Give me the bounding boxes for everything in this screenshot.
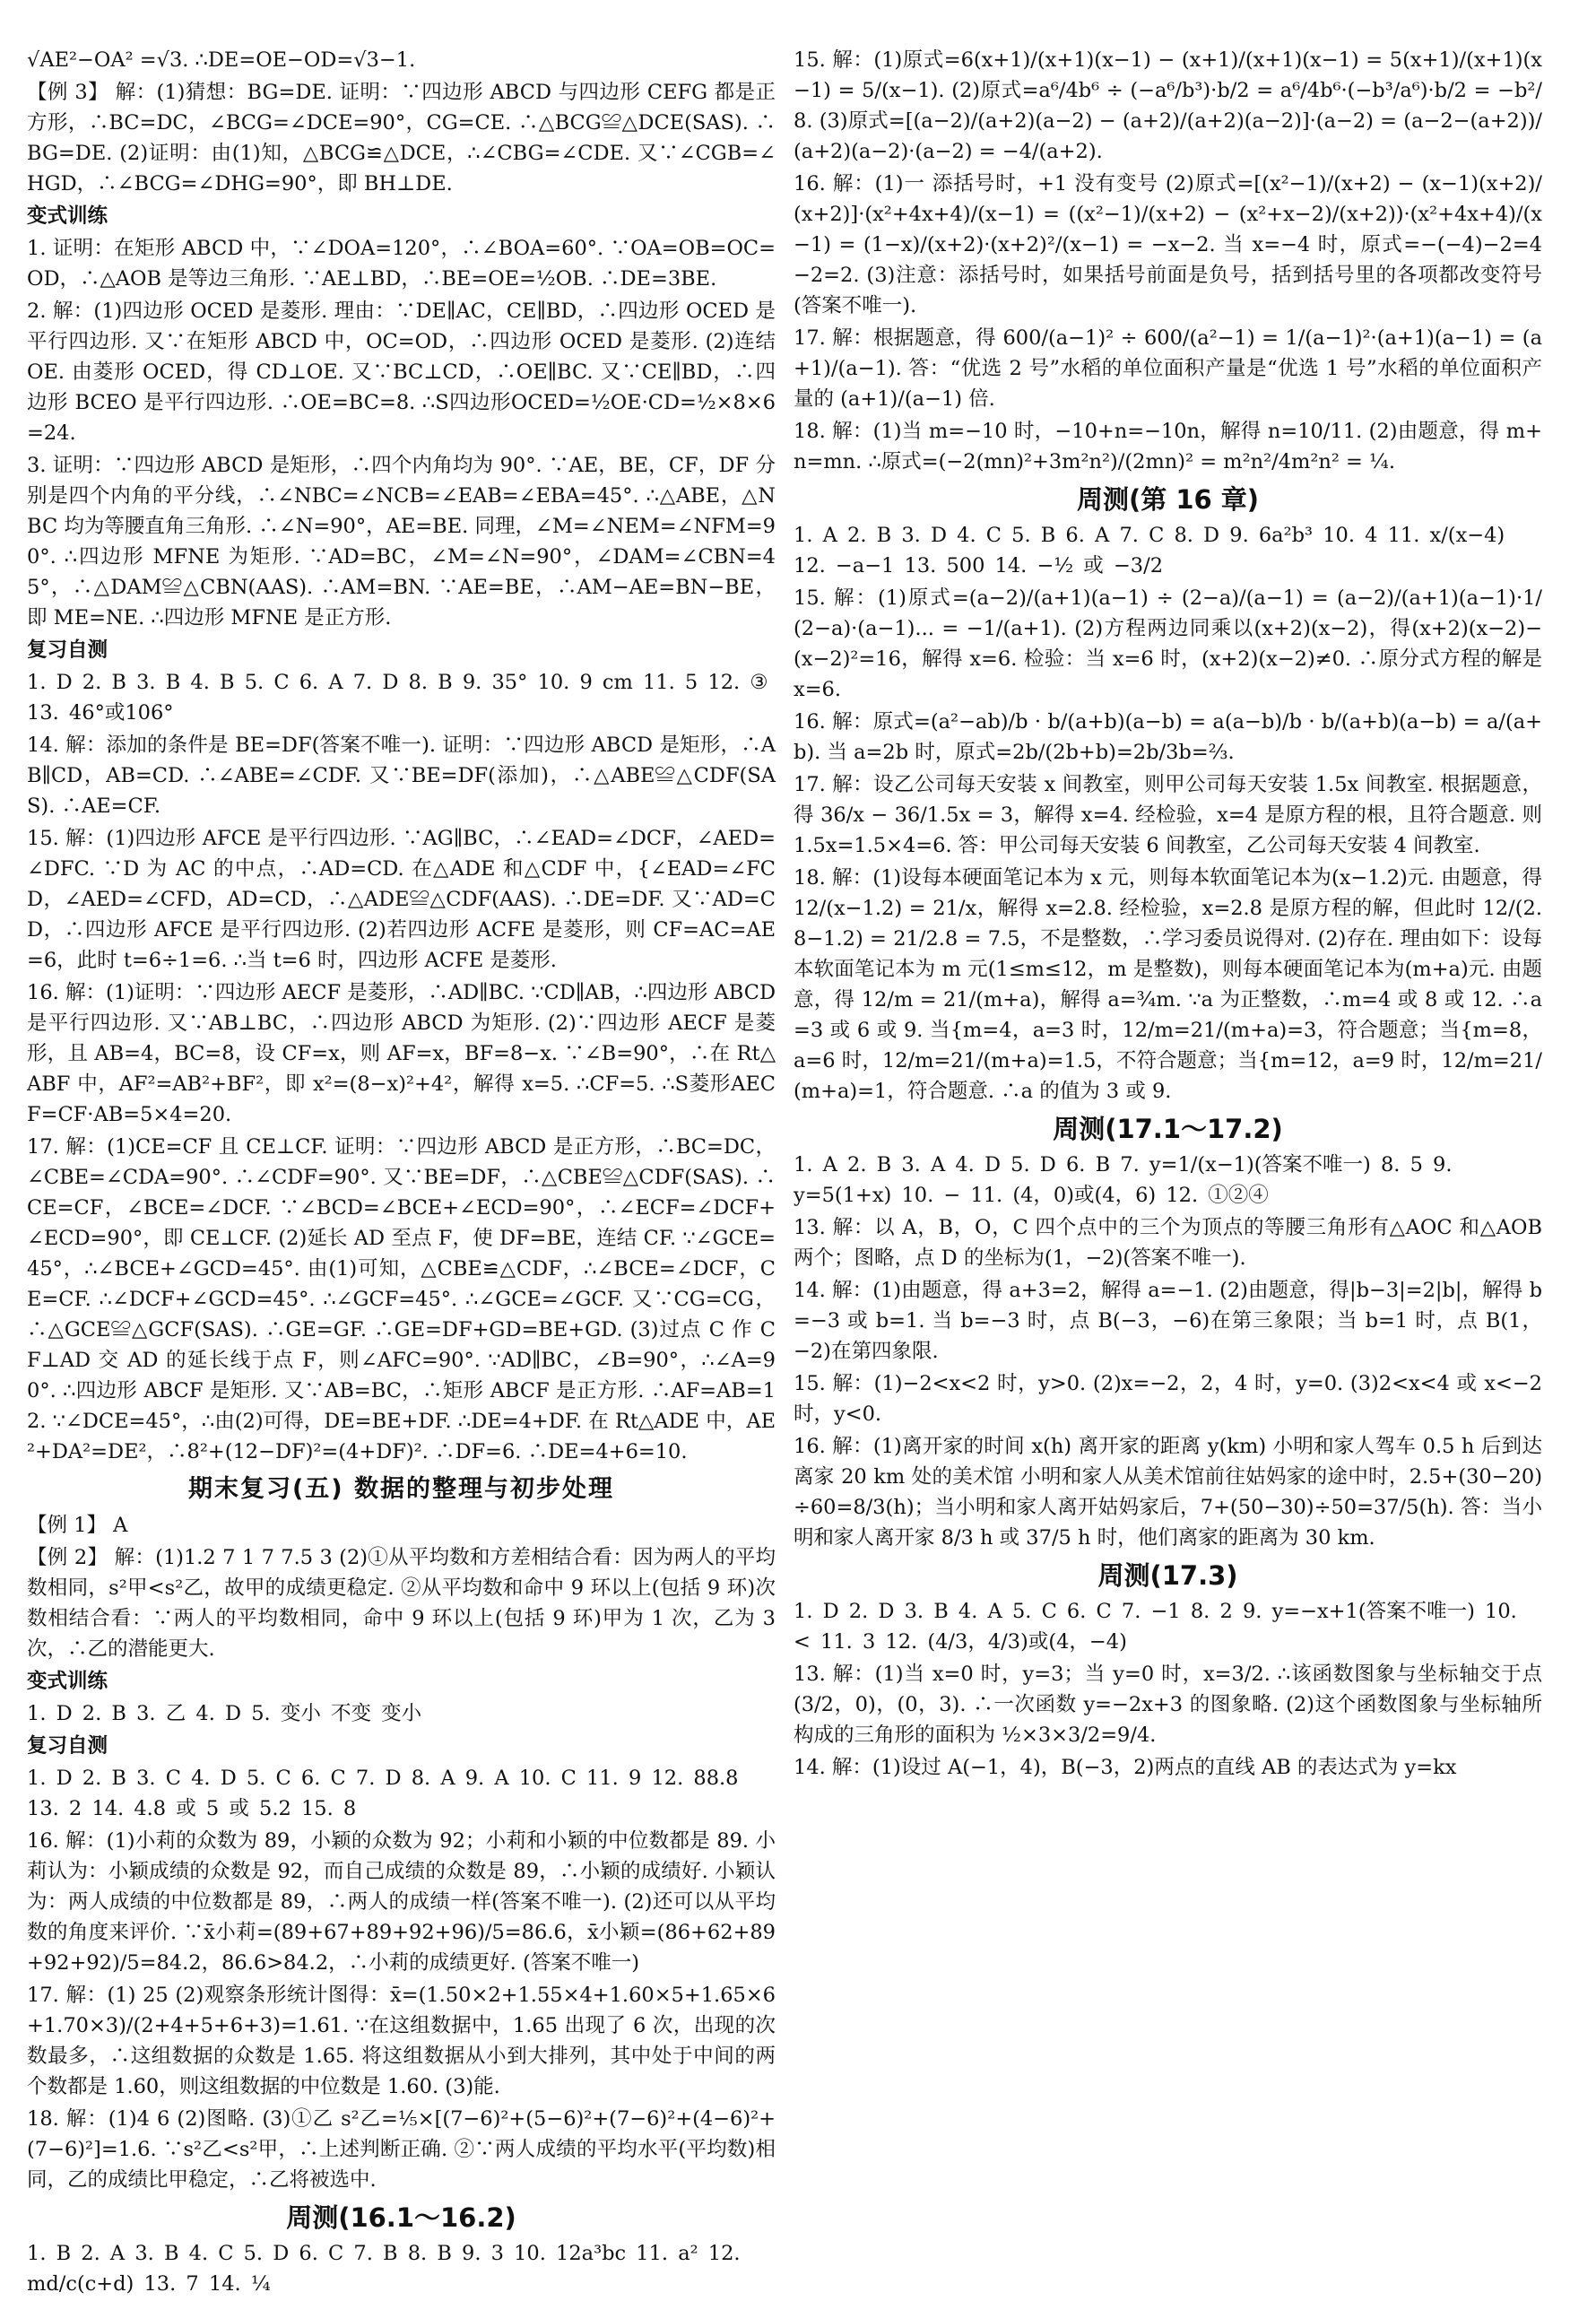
answer-list: 1. B 2. A 3. B 4. C 5. D 6. C 7. B 8. B 9. 3 10. 12a³bc 11. a² 12. md/c(c+d) 13. 7 14. ¼ xyxy=(27,2242,741,2296)
answer-paragraph: 17. 解：根据题意，得 600/(a−1)² ÷ 600/(a²−1) = 1/(a−1)²·(a+1)(a−1) = (a+1)/(a−1). 答：“优选 2 号”水稻的单位面积产量是“优选 1 号”水稻的单位面积产量的 (a+1)/(a−1) 倍. xyxy=(794,326,1542,411)
answer-paragraph: 18. 解：(1)设每本硬面笔记本为 x 元，则每本软面笔记本为(x−1.2)元. 由题意，得 12/(x−1.2) = 21/x，解得 x=2.8. 经检验，x=2.8 是原方程的解，但此时 12/(2.8−1.2) = 21/2.8 = 7.5，不是整数，∴学习委员说得对. (2)存在. 理由如下：设每本软面笔记本为 m 元(1≤m≤12，m 是整数)，则每本硬面笔记本为(m+a)元. 由题意，得 12/m = 21/(m+a)，解得 a=¾m. ∵a 为正整数，∴m=4 或 8 或 12. ∴a=3 或 6 或 9. 当{m=4，a=3 时，12/m=21/(m+a)=3，符合题意；当{m=8，a=6 时，12/m=21/(m+a)=1.5，不符合题意；当{m=12，a=9 时，12/m=21/(m+a)=1，符合题意. ∴a 的值为 3 或 9. xyxy=(794,866,1542,1103)
answer-paragraph: 16. 解：(1)离开家的时间 x(h) 离开家的距离 y(km) 小明和家人驾车 0.5 h 后到达离家 20 km 处的美术馆 小明和家人从美术馆前往姑妈家的途中时，2.5+(30−20)÷60=8/3(h)；当小明和家人离开姑妈家后，7+(50−30)÷50=37/5(h). 答：当小明和家人离开家 8/3 h 或 37/5 h 时，他们离家的距离为 30 km. xyxy=(794,1435,1542,1550)
answer-paragraph: 3. 证明：∵四边形 ABCD 是矩形，∴四个内角均为 90°. ∵AE，BE，CF，DF 分别是四个内角的平分线，∴∠NBC=∠NCB=∠EAB=∠EBA=45°. ∴△ABE，△NBC 均为等腰直角三角形. ∴∠N=90°，AE=BE. 同理，∠M=∠NEM=∠NFM=90°. ∴四边形 MFNE 为矩形. ∵AD=BC，∠M=∠N=90°，∠DAM=∠CBN=45°，∴△DAM≌△CBN(AAS). ∴AM=BN. ∵AE=BE，∴AM−AE=BN−BE，即 ME=NE. ∴四边形 MFNE 是正方形. xyxy=(27,454,776,630)
answer-list: 1. A 2. B 3. A 4. D 5. D 6. B 7. y=1/(x−1)(答案不唯一) 8. 5 9. y=5(1+x) 10. − 11. (4，0)或(4，6) 12. ①②④ xyxy=(794,1153,1453,1207)
answer-paragraph: 【例 2】 解：(1)1.2 7 1 7 7.5 3 (2)①从平均数和方差相结合看：因为两人的平均数相同，s²甲<s²乙，故甲的成绩更稳定. ②从平均数和命中 9 环以上(包括 9 环)次数相结合看：∵两人的平均数相同，命中 9 环以上(包括 9 环)甲为 1 次，乙为 3 次，∴乙的潜能更大. xyxy=(27,1546,776,1661)
answer-list: 1. D 2. D 3. B 4. A 5. C 6. C 7. −1 8. 2 9. y=−x+1(答案不唯一) 10. < 11. 3 12. (4/3，4/3)或(4，−4) xyxy=(794,1600,1517,1654)
answer-paragraph: 【例 1】 A xyxy=(27,1514,128,1537)
answer-paragraph: 16. 解：原式=(a²−ab)/b · b/(a+b)(a−b) = a(a−b)/b · b/(a+b)(a−b) = a/(a+b). 当 a=2b 时，原式=2b/(2b+b)=2b/3b=⅔. xyxy=(794,710,1542,764)
answer-paragraph: 16. 解：(1)小莉的众数为 89，小颖的众数为 92；小莉和小颖的中位数都是 89. 小莉认为：小颖成绩的众数是 92，而自己成绩的众数是 89，∴小颖的成绩好. 小颖认为：两人成绩的中位数都是 89，∴两人的成绩一样(答案不唯一). (2)还可以从平均数的角度来评价. ∵x̄小莉=(89+67+89+92+96)/5=86.6，x̄小颖=(86+62+89+92+92)/5=84.2，86.6>84.2，∴小莉的成绩更好. (答案不唯一) xyxy=(27,1829,776,1975)
answer-paragraph: √AE²−OA² =√3. ∴DE=OE−OD=√3−1. xyxy=(27,48,416,72)
answer-list: 1. D 2. B 3. B 4. B 5. C 6. A 7. D 8. B 9. 35° 10. 9 cm 11. 5 12. ③ 13. 46°或106° xyxy=(27,671,768,725)
answer-list: 1. D 2. B 3. 乙 4. D 5. 变小 不变 变小 xyxy=(27,1702,422,1725)
answer-paragraph: 15. 解：(1)−2<x<2 时，y>0. (2)x=−2，2，4 时，y=0. (3)2<x<4 或 x<−2 时，y<0. xyxy=(794,1372,1542,1426)
section-heading: 变式训练 xyxy=(27,204,108,228)
answer-paragraph: 17. 解：设乙公司每天安装 x 间教室，则甲公司每天安装 1.5x 间教室. 根据题意，得 36/x − 36/1.5x = 3，解得 x=4. 经检验，x=4 是原方程的根，且符合题意. 则 1.5x=1.5×4=6. 答：甲公司每天安装 6 间教室，乙公司每天安装 4 间教室. xyxy=(794,773,1542,857)
quiz-heading: 周测(17.3) xyxy=(1097,1560,1238,1591)
answer-paragraph: 15. 解：(1)原式=6(x+1)/(x+1)(x−1) − (x+1)/(x+1)(x−1) = 5(x+1)/(x+1)(x−1) = 5/(x−1). (2)原式=a⁶/4b⁶ ÷ (−a⁶/b³)·b/2 = a⁶/4b⁶·(−b³/a⁶)·b/2 = −b²/8. (3)原式=[(a−2)/(a+2)(a−2) − (a+2)/(a+2)(a−2)]·(a−2) = (a−2−(a+2))/(a+2)(a−2)·(a−2) = −4/(a+2). xyxy=(794,48,1542,163)
quiz-heading: 周测(第 16 章) xyxy=(1076,484,1260,515)
section-heading: 复习自测 xyxy=(27,1734,108,1758)
answer-paragraph: 17. 解：(1) 25 (2)观察条形统计图得：x̄=(1.50×2+1.55×4+1.60×5+1.65×6+1.70×3)/(2+4+5+6+3)=1.61. ∵在这组数据中，1.65 出现了 6 次，出现的次数最多，∴这组数据的众数是 1.65. 将这组数据从小到大排列，其中处于中间的两个数都是 1.60，则这组数据的中位数是 1.60. (3)能. xyxy=(27,1984,776,2098)
answer-paragraph: 14. 解：(1)由题意，得 a+3=2，解得 a=−1. (2)由题意，得|b−3|=2|b|，解得 b=−3 或 b=1. 当 b=−3 时，点 B(−3，−6)在第三象限；当 b=1 时，点 B(1，−2)在第四象限. xyxy=(794,1279,1542,1363)
chapter-heading: 期末复习(五) 数据的整理与初步处理 xyxy=(187,1475,615,1503)
answer-paragraph: 14. 解：添加的条件是 BE=DF(答案不唯一). 证明：∵四边形 ABCD 是矩形，∴AB∥CD，AB=CD. ∴∠ABE=∠CDF. 又∵BE=DF(添加)，∴△ABE≌△CDF(SAS). ∴AE=CF. xyxy=(27,734,776,818)
quiz-heading: 周测(16.1～16.2) xyxy=(286,2202,516,2233)
answer-paragraph: 2. 解：(1)四边形 OCED 是菱形. 理由：∵DE∥AC，CE∥BD，∴四边形 OCED 是平行四边形. 又∵在矩形 ABCD 中，OC=OD，∴四边形 OCED 是菱形. (2)连结 OE. 由菱形 OCED，得 CD⊥OE. 又∵BC⊥CD，∴OE∥BC. 又∵CE∥BD，∴四边形 BCEO 是平行四边形. ∴OE=BC=8. ∴S四边形OCED=½OE·CD=½×8×6=24. xyxy=(27,300,776,445)
left-column xyxy=(27,45,776,2301)
section-heading: 复习自测 xyxy=(27,638,108,662)
answer-paragraph: 14. 解：(1)设过 A(−1，4)，B(−3，2)两点的直线 AB 的表达式为 y=kx xyxy=(794,1756,1457,1779)
section-heading: 变式训练 xyxy=(27,1670,108,1693)
answer-paragraph: 15. 解：(1)原式=(a−2)/(a+1)(a−1) ÷ (2−a)/(a−1) = (a−2)/(a+1)(a−1)·1/(2−a)·(a−1)... = −1/(a+1). (2)方程两边同乘以(x+2)(x−2)，得(x+2)(x−2)−(x−2)²=16，解得 x=6. 检验：当 x=6 时，(x+2)(x−2)≠0. ∴原分式方程的解是 x=6. xyxy=(794,586,1542,701)
answer-list: 1. A 2. B 3. D 4. C 5. B 6. A 7. C 8. D 9. 6a²b³ 10. 4 11. x/(x−4) 12. −a−1 13. 500 14. −½ 或 −3/2 xyxy=(794,524,1505,577)
answer-paragraph: 【例 3】 解：(1)猜想：BG=DE. 证明：∵四边形 ABCD 与四边形 CEFG 都是正方形，∴BC=DC，∠BCG=∠DCE=90°，CG=CE. ∴△BCG≌△DCE(SAS). ∴BG=DE. (2)证明：由(1)知，△BCG≌△DCE，∴∠CBG=∠CDE. 又∵∠CGB=∠HGD，∴∠BCG=∠DHG=90°，即 BH⊥DE. xyxy=(27,81,776,195)
quiz-heading: 周测(17.1～17.2) xyxy=(1053,1114,1283,1144)
answer-paragraph: 13. 解：以 A，B，O，C 四个点中的三个为顶点的等腰三角形有△AOC 和△AOB 两个；图略，点 D 的坐标为(1，−2)(答案不唯一). xyxy=(794,1216,1542,1270)
answer-paragraph: 16. 解：(1)证明：∵四边形 AECF 是菱形，∴AD∥BC. ∵CD∥AB，∴四边形 ABCD 是平行四边形. 又∵AB⊥BC，∴四边形 ABCD 为矩形. (2)∵四边形 AECF 是菱形，且 AB=4，BC=8，设 CF=x，则 AF=x，BF=8−x. ∵∠B=90°，∴在 Rt△ABF 中，AF²=AB²+BF²，即 x²=(8−x)²+4²，解得 x=5. ∴CF=5. ∴S菱形AECF=CF·AB=5×4=20. xyxy=(27,981,776,1126)
answer-paragraph: 16. 解：(1)一 添括号时，+1 没有变号 (2)原式=[(x²−1)/(x+2) − (x−1)(x+2)/(x+2)]·(x²+4x+4)/(x−1) = ((x²−1)/(x+2) − (x²+x−2)/(x+2))·(x²+4x+4)/(x−1) = (1−x)/(x+2)·(x+2)²/(x−1) = −x−2. 当 x=−4 时，原式=−(−4)−2=4−2=2. (3)注意：添括号时，如果括号前面是负号，括到括号里的各项都改变符号(答案不唯一). xyxy=(794,172,1542,317)
answer-paragraph: 13. 解：(1)当 x=0 时，y=3；当 y=0 时，x=3/2. ∴该函数图象与坐标轴交于点(3/2，0)，(0，3). ∴一次函数 y=−2x+3 的图象略. (2)这个函数图象与坐标轴所构成的三角形的面积为 ½×3×3/2=9/4. xyxy=(794,1663,1542,1747)
answer-paragraph: 18. 解：(1)4 6 (2)图略. (3)①乙 s²乙=⅕×[(7−6)²+(5−6)²+(7−6)²+(4−6)²+(7−6)²]=1.6. ∵s²乙<s²甲，∴上述判断正确. ②∵两人成绩的平均水平(平均数)相同，乙的成绩比甲稳定，∴乙将被选中. xyxy=(27,2107,776,2192)
answer-paragraph: 15. 解：(1)四边形 AFCE 是平行四边形. ∵AG∥BC，∴∠EAD=∠DCF，∠AED=∠DFC. ∵D 为 AC 的中点，∴AD=CD. 在△ADE 和△CDF 中，{∠EAD=∠FCD，∠AED=∠CFD，AD=CD，∴△ADE≌△CDF(AAS). ∴DE=DF. 又∵AD=CD，∴四边形 AFCE 是平行四边形. (2)若四边形 ACFE 是菱形，则 CF=AC=AE=6，此时 t=6÷1=6. ∴当 t=6 时，四边形 ACFE 是菱形. xyxy=(27,827,776,972)
answer-list: 1. D 2. B 3. C 4. D 5. C 6. C 7. D 8. A 9. A 10. C 11. 9 12. 88.8 13. 2 14. 4.8 或 5 或 5.2 15. 8 xyxy=(27,1767,739,1820)
answer-paragraph: 17. 解：(1)CE=CF 且 CE⊥CF. 证明：∵四边形 ABCD 是正方形，∴BC=DC，∠CBE=∠CDA=90°. ∴∠CDF=90°. 又∵BE=DF，∴△CBE≌△CDF(SAS). ∴CE=CF，∠BCE=∠DCF. ∵∠BCD=∠BCE+∠ECD=90°，∴∠ECF=∠DCF+∠ECD=90°，即 CE⊥CF. (2)延长 AD 至点 F，使 DF=BE，连结 CF. ∵∠GCE=45°，∴∠BCE+∠GCD=45°. 由(1)可知，△CBE≌△CDF，∴∠BCE=∠DCF，CE=CF. ∴∠DCF+∠GCD=45°. ∴∠GCF=45°. ∴∠GCE=∠GCF. 又∵CG=CG，∴△GCE≌△GCF(SAS). ∴GE=GF. ∴GE=DF+GD=BE+GD. (3)过点 C 作 CF⊥AD 交 AD 的延长线于点 F，则∠AFC=90°. ∵AD∥BC，∠B=90°，∴∠A=90°. ∴四边形 ABCF 是矩形. 又∵AB=BC，∴矩形 ABCF 是正方形. ∴AF=AB=12. ∵∠DCE=45°，∴由(2)可得，DE=BE+DF. ∴DE=4+DF. 在 Rt△ADE 中，AE²+DA²=DE²，∴8²+(12−DF)²=(4+DF)². ∴DF=6. ∴DE=4+6=10. xyxy=(27,1135,776,1463)
right-column xyxy=(794,45,1542,1784)
answer-paragraph: 18. 解：(1)当 m=−10 时，−10+n=−10n，解得 n=10/11. (2)由题意，得 m+n=mn. ∴原式=(−2(mn)²+3m²n²)/(2mn)² = m²n²/4m²n² = ¼. xyxy=(794,420,1542,473)
answer-paragraph: 1. 证明：在矩形 ABCD 中，∵∠DOA=120°，∴∠BOA=60°. ∵OA=OB=OC=OD，∴△AOB 是等边三角形. ∵AE⊥BD，∴BE=OE=½OB. ∴DE=3BE. xyxy=(27,237,776,291)
